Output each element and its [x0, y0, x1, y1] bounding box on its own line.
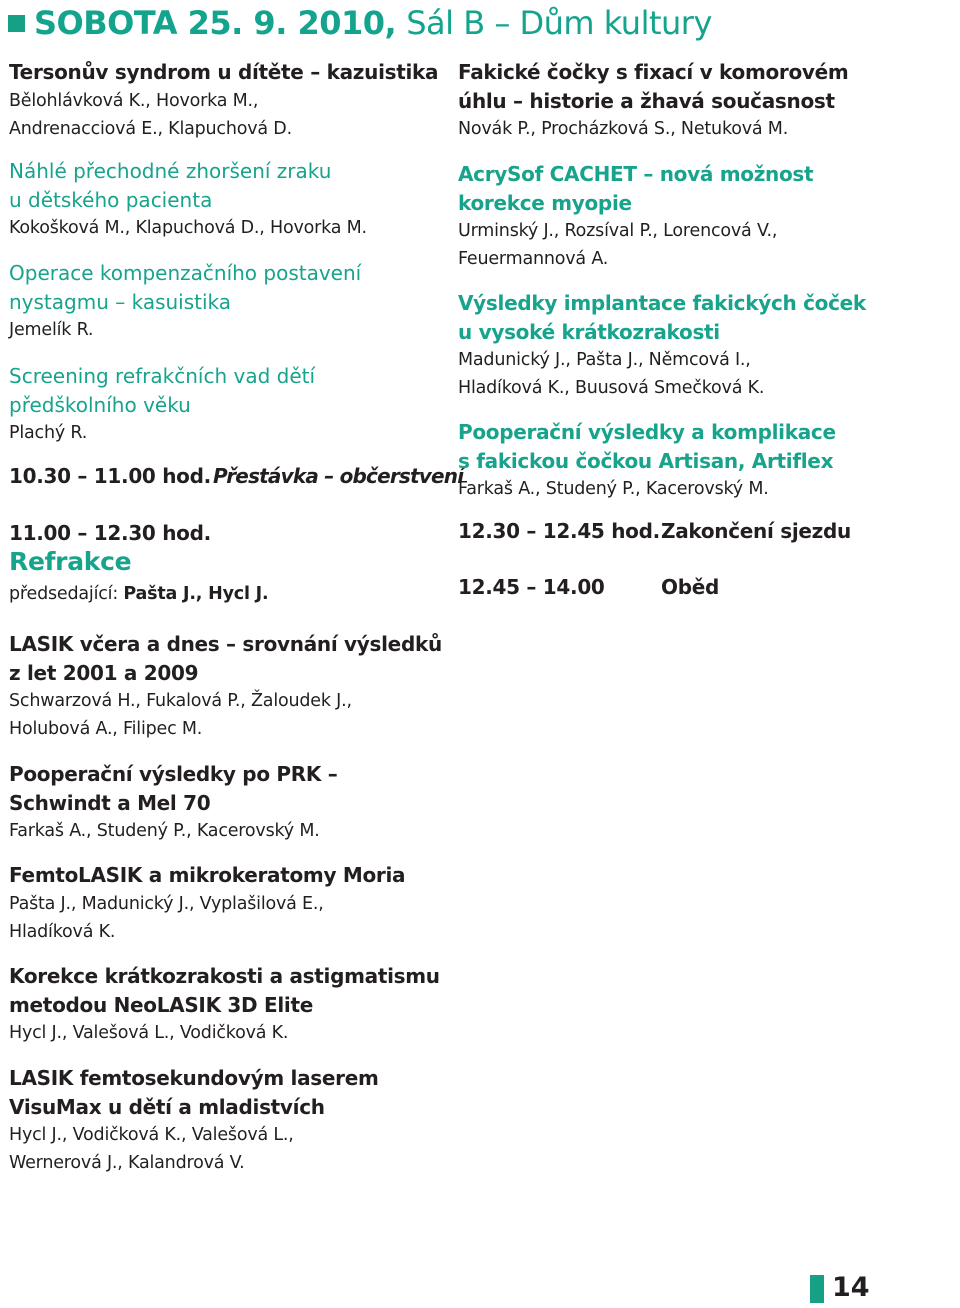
talk-pooperacni-prk [9, 760, 337, 845]
chair-names: Pašta J., Hycl J. [123, 584, 269, 604]
break-label: Přestávka – občerstvení [213, 464, 464, 488]
header-date: SOBOTA 25. 9. 2010, [34, 4, 397, 42]
talk-title: u vysoké krátkozrakosti [458, 319, 720, 344]
talk-tersonuv-syndrom [9, 58, 438, 143]
talk-authors: Hycl J., Vodičková K., Valešová L., [9, 1125, 294, 1145]
closing-label: Zakončení sjezdu [661, 519, 851, 543]
talk-lasik-vcera [9, 630, 442, 743]
page-number-bar [810, 1275, 824, 1303]
talk-title: Fakické čočky s fixací v komorovém [458, 60, 849, 84]
header-place: Sál B – Dům kultury [406, 4, 712, 42]
talk-title: Pooperační výsledky a komplikace [458, 420, 836, 444]
talk-title: Výsledky implantace fakických čoček [458, 291, 866, 315]
talk-title: Náhlé přechodné zhoršení zraku [9, 159, 332, 183]
session-title: Refrakce [9, 547, 132, 576]
talk-title: metodou NeoLASIK 3D Elite [9, 992, 314, 1017]
talk-authors: Farkaš A., Studený P., Kacerovský M. [458, 479, 769, 499]
talk-neolasik [9, 962, 440, 1047]
talk-authors: Hladíková K., Buusová Smečková K. [458, 378, 765, 398]
talk-title: VisuMax u dětí a mladistvích [9, 1094, 325, 1119]
page-number: 14 [832, 1272, 870, 1303]
talk-vysledky-implantace [458, 289, 866, 402]
talk-title: Schwindt a Mel 70 [9, 790, 211, 815]
talk-title: nystagmu – kasuistika [9, 289, 232, 314]
talk-visumax [9, 1064, 379, 1177]
talk-title: Pooperační výsledky po PRK – [9, 762, 338, 786]
talk-title: s fakickou čočkou Artisan, Artiflex [458, 448, 834, 473]
talk-title: LASIK femtosekundovým laserem [9, 1066, 379, 1090]
talk-title: Operace kompenzačního postavení [9, 261, 362, 285]
talk-operace-nystagmu [9, 259, 361, 344]
talk-authors: Novák P., Procházková S., Netuková M. [458, 119, 789, 139]
talk-authors: Urminský J., Rozsíval P., Lorencová V., [458, 221, 778, 241]
break-time: 10.30 – 11.00 hod. [9, 464, 211, 488]
talk-authors: Hladíková K. [9, 921, 116, 942]
talk-femtolasik [9, 861, 405, 946]
talk-authors: Farkaš A., Studený P., Kacerovský M. [9, 821, 320, 841]
talk-acrysof [458, 160, 813, 273]
talk-authors: Pašta J., Madunický J., Vyplašilová E., [9, 893, 324, 914]
talk-authors: Plachý R. [9, 423, 88, 443]
talk-authors: Hycl J., Valešová L., Vodičková K. [9, 1023, 289, 1043]
page-header [8, 2, 712, 44]
talk-title: předškolního věku [9, 392, 191, 417]
talk-authors: Andrenacciová E., Klapuchová D. [9, 118, 292, 139]
talk-title: FemtoLASIK a mikrokeratomy Moria [9, 863, 406, 887]
talk-title: Korekce krátkozrakosti a astigmatismu [9, 964, 440, 988]
talk-authors: Bělohlávková K., Hovorka M., [9, 90, 259, 111]
session-time: 11.00 – 12.30 hod. [9, 521, 211, 545]
talk-authors: Madunický J., Pašta J., Němcová I., [458, 350, 751, 370]
talk-title: Screening refrakčních vad dětí [9, 364, 316, 388]
talk-fakicke-cocky [458, 58, 848, 143]
talk-authors: Jemelík R. [9, 320, 94, 340]
chair-label: předsedající: [9, 584, 119, 604]
lunch-time: 12.45 – 14.00 [458, 575, 605, 599]
talk-nahle-zhorseni [9, 157, 367, 242]
talk-authors: Wernerová J., Kalandrová V. [9, 1153, 245, 1173]
talk-authors: Feuermannová A. [458, 249, 609, 269]
talk-title: z let 2001 a 2009 [9, 660, 199, 685]
lunch-label: Oběd [661, 575, 719, 599]
header-square-marker [8, 15, 25, 32]
closing-time: 12.30 – 12.45 hod. [458, 519, 660, 543]
talk-title: korekce myopie [458, 190, 632, 215]
session-chairs [9, 580, 268, 608]
talk-artisan [458, 418, 836, 503]
talk-authors: Kokošková M., Klapuchová D., Hovorka M. [9, 218, 367, 238]
talk-authors: Holubová A., Filipec M. [9, 719, 203, 739]
talk-title: u dětského pacienta [9, 187, 213, 212]
talk-title: úhlu – historie a žhavá současnost [458, 88, 835, 113]
talk-title: AcrySof CACHET – nová možnost [458, 162, 814, 186]
talk-authors: Schwarzová H., Fukalová P., Žaloudek J., [9, 691, 352, 711]
talk-screening [9, 362, 315, 447]
talk-title: LASIK včera a dnes – srovnání výsledků [9, 632, 442, 656]
talk-title: Tersonův syndrom u dítěte – kazuistika [9, 60, 439, 84]
